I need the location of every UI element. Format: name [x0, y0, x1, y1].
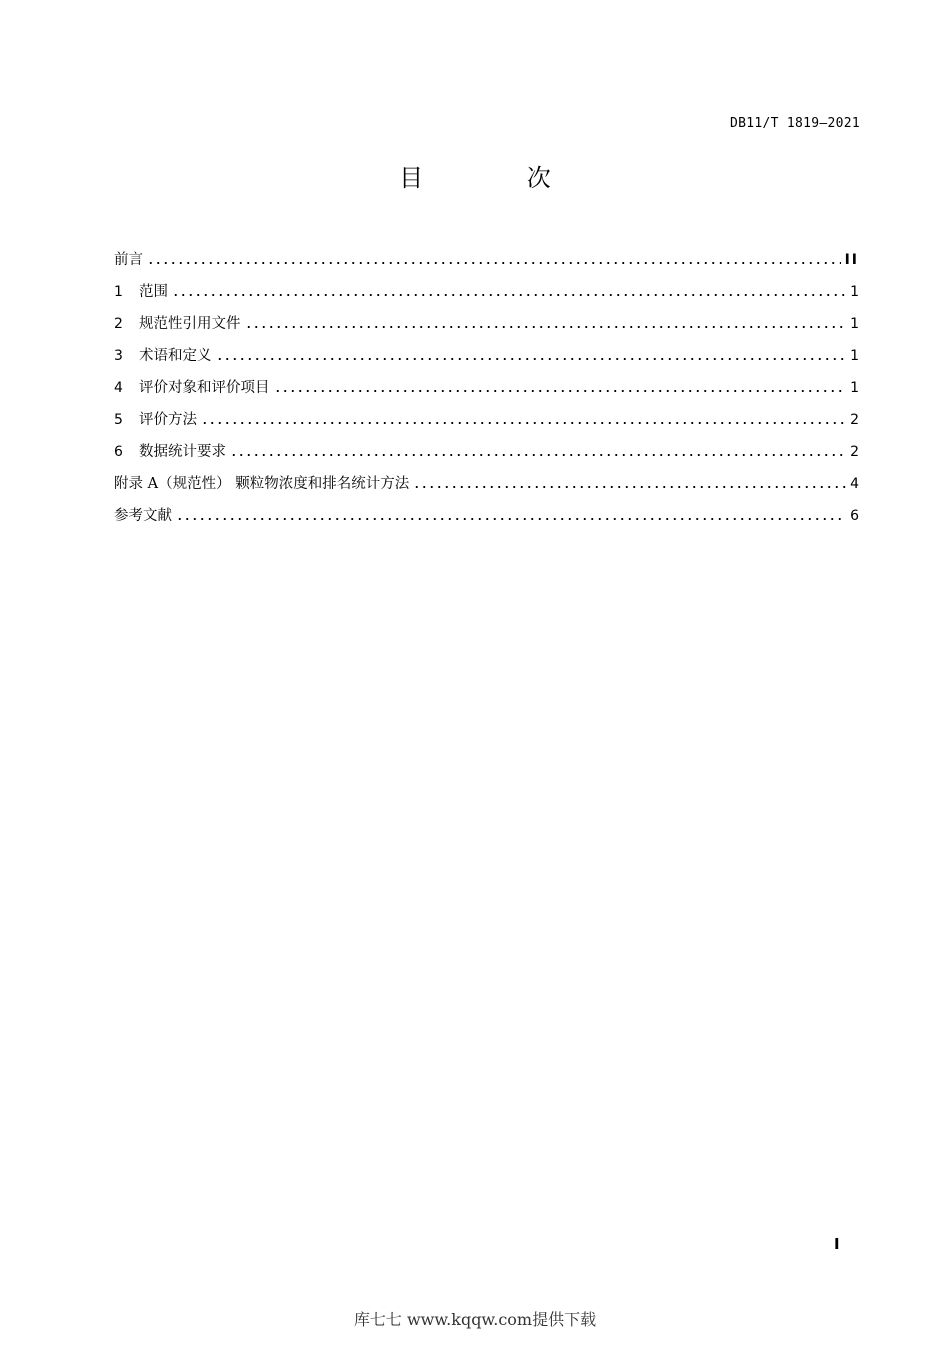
toc-entry-bibliography[interactable]: [114, 500, 859, 532]
toc-leader-dots: [274, 390, 847, 392]
toc-entry-number: 6: [114, 444, 123, 460]
toc-entry-terms-definitions[interactable]: [114, 340, 859, 372]
toc-entry-label: 参考文献: [114, 508, 172, 524]
toc-leader-dots: [413, 486, 846, 488]
toc-entry-number: 1: [114, 284, 123, 300]
toc-entry-data-statistics[interactable]: [114, 436, 859, 468]
toc-leader-dots: [230, 454, 846, 456]
footer-watermark: 库七七 www.kqqw.com提供下载: [353, 1310, 597, 1329]
toc-entry-label: 附录 A（规范性） 颗粒物浓度和排名统计方法: [114, 476, 410, 492]
toc-entry-number: 5: [114, 412, 123, 428]
toc-entry-page: 6: [850, 508, 859, 524]
toc-entry-label: 数据统计要求: [139, 444, 226, 460]
page-number: I: [834, 1235, 840, 1253]
toc-leader-dots: [176, 518, 846, 520]
page-title: 目 次: [399, 164, 599, 192]
toc-entry-number: 2: [114, 316, 123, 332]
toc-entry-page: 2: [850, 444, 859, 460]
toc-entry-page: II: [844, 252, 859, 268]
toc-leader-dots: [201, 422, 846, 424]
toc-entry-page: 2: [850, 412, 859, 428]
toc-leader-dots: [245, 326, 847, 328]
toc-entry-preface[interactable]: [114, 244, 859, 276]
toc-leader-dots: [216, 358, 847, 360]
toc-entry-normative-references[interactable]: [114, 308, 859, 340]
toc-leader-dots: [147, 262, 841, 264]
toc-entry-page: 1: [850, 284, 859, 300]
toc-entry-label: 范围: [139, 284, 168, 300]
toc-leader-dots: [172, 294, 846, 296]
toc-entry-evaluation-objects[interactable]: [114, 372, 859, 404]
toc-entry-label: 评价方法: [139, 412, 197, 428]
toc-entry-scope[interactable]: [114, 276, 859, 308]
toc-entry-label: 规范性引用文件: [139, 316, 241, 332]
document-code: DB11/T 1819—2021: [729, 116, 860, 131]
toc-entry-number: 4: [114, 380, 123, 396]
toc-entry-label: 术语和定义: [139, 348, 212, 364]
table-of-contents: [114, 244, 859, 532]
toc-entry-appendix-a[interactable]: [114, 468, 859, 500]
toc-entry-page: 1: [850, 380, 859, 396]
toc-entry-page: 4: [850, 476, 859, 492]
toc-entry-label: 评价对象和评价项目: [139, 380, 270, 396]
toc-entry-page: 1: [850, 348, 859, 364]
toc-entry-label: 前言: [114, 252, 143, 268]
toc-entry-evaluation-methods[interactable]: [114, 404, 859, 436]
toc-entry-page: 1: [850, 316, 859, 332]
toc-entry-number: 3: [114, 348, 123, 364]
